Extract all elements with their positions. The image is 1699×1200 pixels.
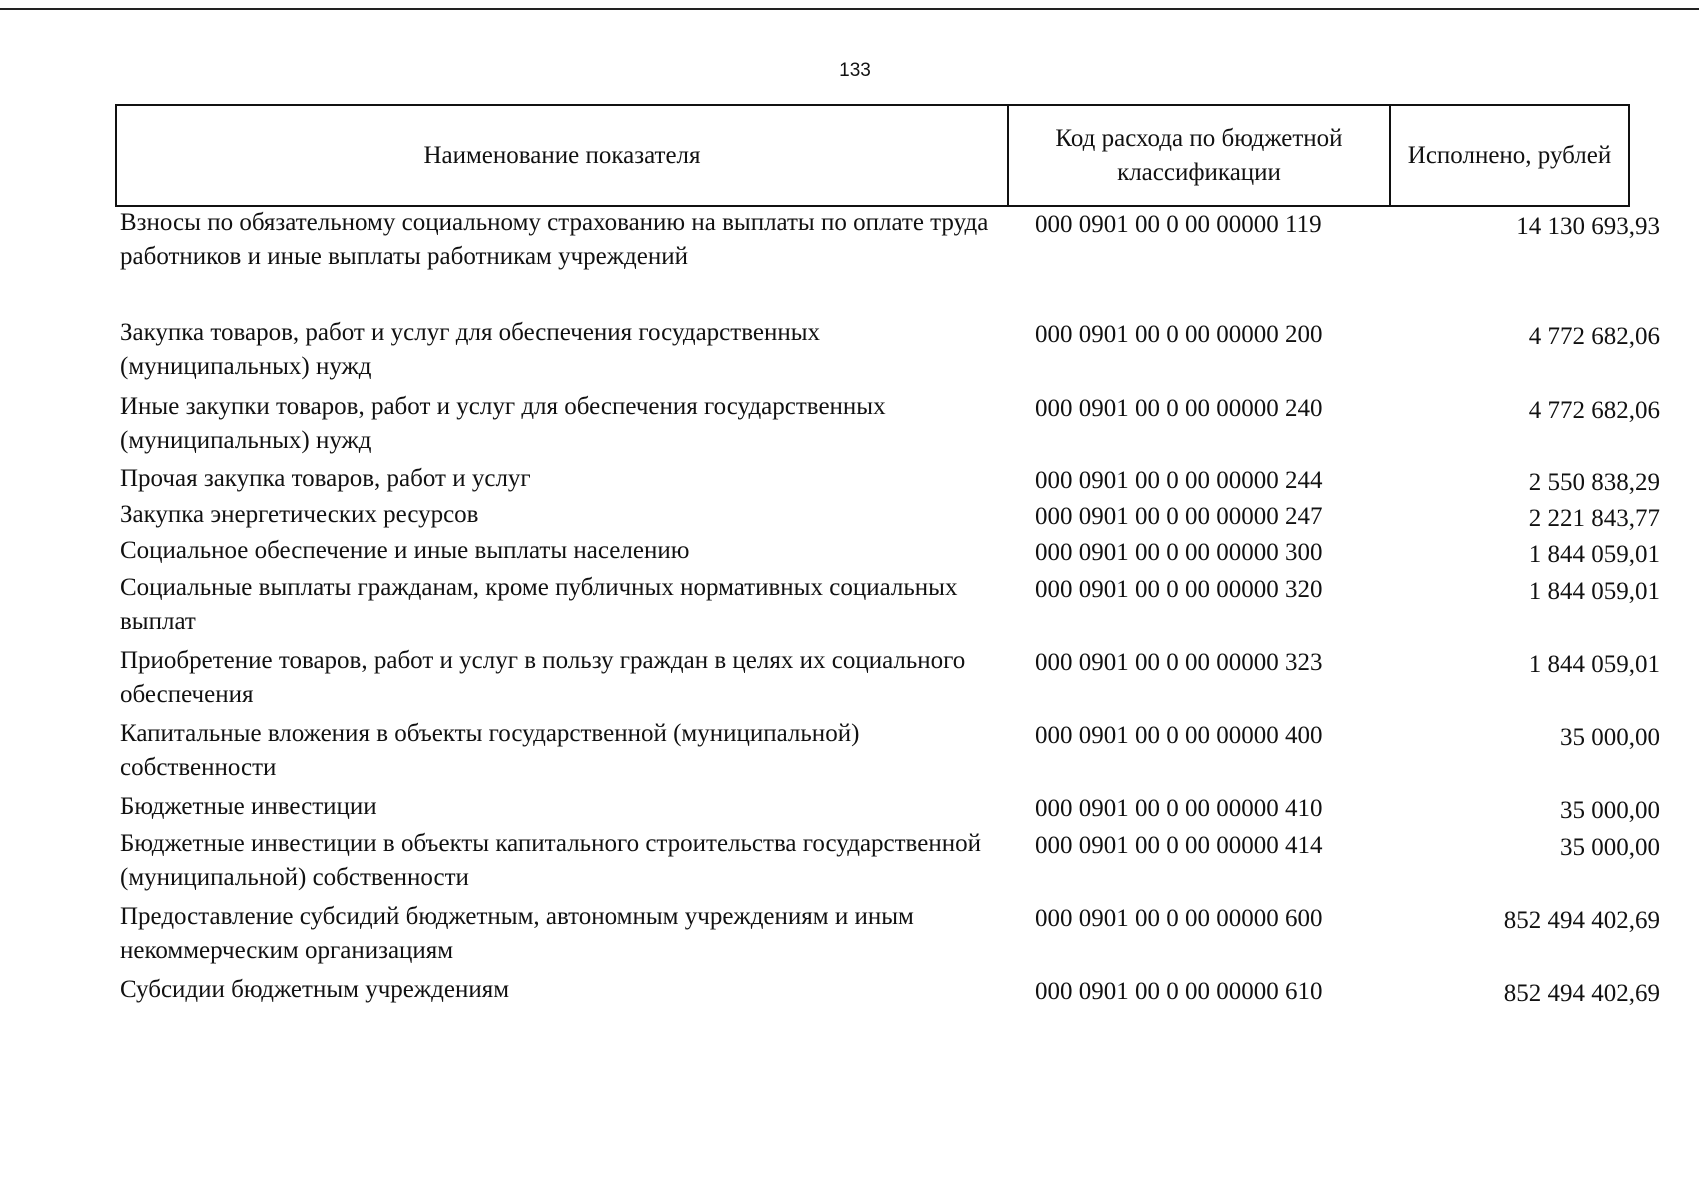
row-name: Социальные выплаты гражданам, кроме публичных нормативных социальных выплат: [120, 574, 958, 635]
table-row: [120, 790, 1660, 827]
row-code: 000 0901 00 0 00 00000 240: [1035, 395, 1323, 422]
row-amount: 852 494 402,69: [1503, 980, 1660, 1007]
row-name: Предоставление субсидий бюджетным, автономным учреждениям и иным некоммерческим организациям: [120, 903, 914, 964]
table-row: [120, 717, 1660, 790]
table-row: [120, 900, 1660, 973]
row-code: 000 0901 00 0 00 00000 400: [1035, 722, 1323, 749]
row-amount: 2 221 843,77: [1528, 505, 1660, 532]
row-name: Социальное обеспечение и иные выплаты населению: [120, 537, 690, 564]
row-amount: 4 772 682,06: [1528, 397, 1660, 424]
row-code: 000 0901 00 0 00 00000 244: [1035, 467, 1323, 494]
table-row: [120, 571, 1660, 644]
table-row: [120, 316, 1660, 390]
table-row: [120, 644, 1660, 717]
header-name: Наименование показателя: [423, 141, 701, 169]
header-amount: Исполнено, рублей: [1389, 106, 1628, 205]
table-row: [120, 206, 1660, 316]
row-amount: 35 000,00: [1560, 797, 1660, 824]
row-code: 000 0901 00 0 00 00000 610: [1035, 978, 1323, 1005]
row-code: 000 0901 00 0 00 00000 600: [1035, 905, 1323, 932]
table-row: [120, 827, 1660, 900]
row-amount: 1 844 059,01: [1528, 651, 1660, 678]
row-code: 000 0901 00 0 00 00000 323: [1035, 649, 1323, 676]
table-row: [120, 498, 1660, 534]
row-amount: 35 000,00: [1560, 724, 1660, 751]
header-code: Код расхода по бюджетной классификации: [1007, 106, 1389, 205]
row-code: 000 0901 00 0 00 00000 320: [1035, 576, 1323, 603]
table-body: [120, 206, 1660, 1013]
row-amount: 1 844 059,01: [1528, 541, 1660, 568]
row-name: Бюджетные инвестиции в объекты капитального строительства государственной (муниципальной) собственности: [120, 830, 981, 891]
table-row: [120, 534, 1660, 571]
table-row: [120, 973, 1660, 1013]
row-amount: 14 130 693,93: [1516, 213, 1660, 240]
row-name: Взносы по обязательному социальному страхованию на выплаты по оплате труда работников и иные выплаты работникам учреждений: [120, 209, 989, 270]
row-name: Приобретение товаров, работ и услуг в пользу граждан в целях их социального обеспечения: [120, 647, 966, 708]
row-amount: 35 000,00: [1560, 834, 1660, 861]
row-name: Иные закупки товаров, работ и услуг для обеспечения государственных (муниципальных) нужд: [120, 393, 886, 454]
page-number: 133: [839, 60, 871, 81]
row-amount: 2 550 838,29: [1528, 469, 1660, 496]
row-name: Бюджетные инвестиции: [120, 793, 377, 820]
row-amount: 4 772 682,06: [1528, 323, 1660, 350]
row-amount: 1 844 059,01: [1528, 578, 1660, 605]
row-code: 000 0901 00 0 00 00000 300: [1035, 539, 1323, 566]
row-name: Прочая закупка товаров, работ и услуг: [120, 465, 531, 492]
row-name: Субсидии бюджетным учреждениям: [120, 976, 510, 1003]
row-code: 000 0901 00 0 00 00000 410: [1035, 795, 1323, 822]
row-code: 000 0901 00 0 00 00000 414: [1035, 832, 1323, 859]
row-code: 000 0901 00 0 00 00000 247: [1035, 503, 1323, 530]
table-row: [120, 462, 1660, 498]
row-amount: 852 494 402,69: [1503, 907, 1660, 934]
top-rule: [0, 8, 1699, 10]
table-row: [120, 390, 1660, 462]
row-name: Капитальные вложения в объекты государственной (муниципальной) собственности: [120, 720, 860, 781]
row-code: 000 0901 00 0 00 00000 119: [1035, 211, 1322, 238]
row-code: 000 0901 00 0 00 00000 200: [1035, 321, 1323, 348]
table-header: [115, 104, 1630, 207]
row-name: Закупка энергетических ресурсов: [120, 501, 479, 528]
row-name: Закупка товаров, работ и услуг для обеспечения государственных (муниципальных) нужд: [120, 319, 821, 380]
